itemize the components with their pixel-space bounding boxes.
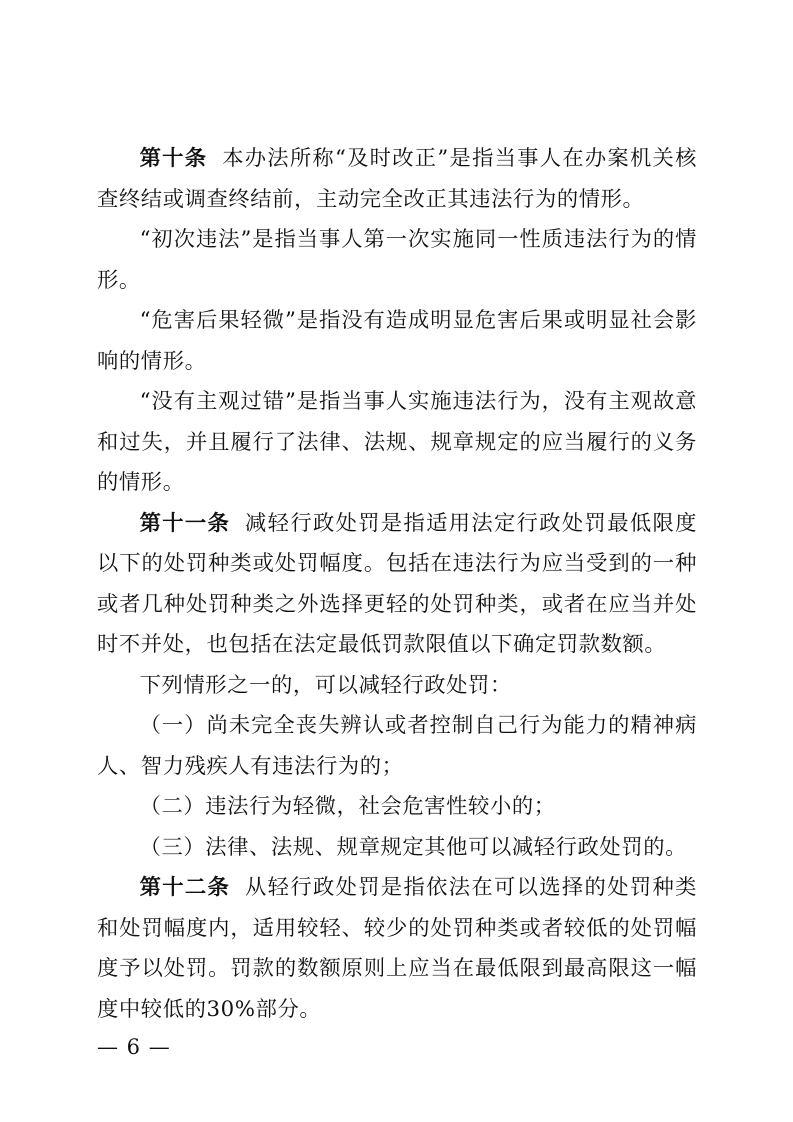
paragraph-text: （一）尚未完全丧失辨认或者控制自己行为能力的精神病人、智力残疾人有违法行为的； xyxy=(97,713,697,779)
mitigation-intro xyxy=(97,666,697,707)
article-11-text: 减轻行政处罚是指适用法定行政处罚最低限度以下的处罚种类或处罚幅度。包括在违法行为应当受到的一种或者几种处罚种类之外选择更轻的处罚种类，或者在应当并处时不并处，也包括在法定最低罚款限值以下确定罚款数额。 xyxy=(97,510,697,657)
article-10-text: 本办法所称“及时改正”是指当事人在办案机关核查终结或调查终结前，主动完全改正其违法行为的情形。 xyxy=(97,146,697,212)
article-12-paragraph xyxy=(97,868,697,1030)
document-body xyxy=(97,139,697,1030)
mitigation-item-2 xyxy=(97,787,697,828)
article-10-label: 第十条 xyxy=(139,146,208,171)
article-12-text: 从轻行政处罚是指依法在可以选择的处罚种类和处罚幅度内，适用较轻、较少的处罚种类或者较低的处罚幅度予以处罚。罚款的数额原则上应当在最低限到最高限这一幅度中较低的30%部分。 xyxy=(97,875,697,1022)
article-12-label: 第十二条 xyxy=(139,875,231,900)
mitigation-item-1 xyxy=(97,706,697,787)
paragraph-text: 下列情形之一的，可以减轻行政处罚： xyxy=(139,672,512,698)
definition-no-fault xyxy=(97,382,697,504)
article-10-paragraph xyxy=(97,139,697,220)
paragraph-text: “初次违法”是指当事人第一次实施同一性质违法行为的情形。 xyxy=(97,227,697,293)
page-number: — 6 — xyxy=(97,1035,171,1059)
mitigation-item-3 xyxy=(97,828,697,869)
article-11-paragraph xyxy=(97,504,697,666)
paragraph-text: （三）法律、法规、规章规定其他可以减轻行政处罚的。 xyxy=(139,834,688,860)
definition-first-violation xyxy=(97,220,697,301)
paragraph-text: （二）违法行为轻微，社会危害性较小的； xyxy=(139,794,556,819)
article-11-label: 第十一条 xyxy=(139,510,231,536)
paragraph-text: “危害后果轻微”是指没有造成明显危害后果或明显社会影响的情形。 xyxy=(97,308,697,374)
paragraph-text: “没有主观过错”是指当事人实施违法行为，没有主观故意和过失，并且履行了法律、法规、规章规定的应当履行的义务的情形。 xyxy=(97,389,697,495)
definition-minor-consequence xyxy=(97,301,697,382)
